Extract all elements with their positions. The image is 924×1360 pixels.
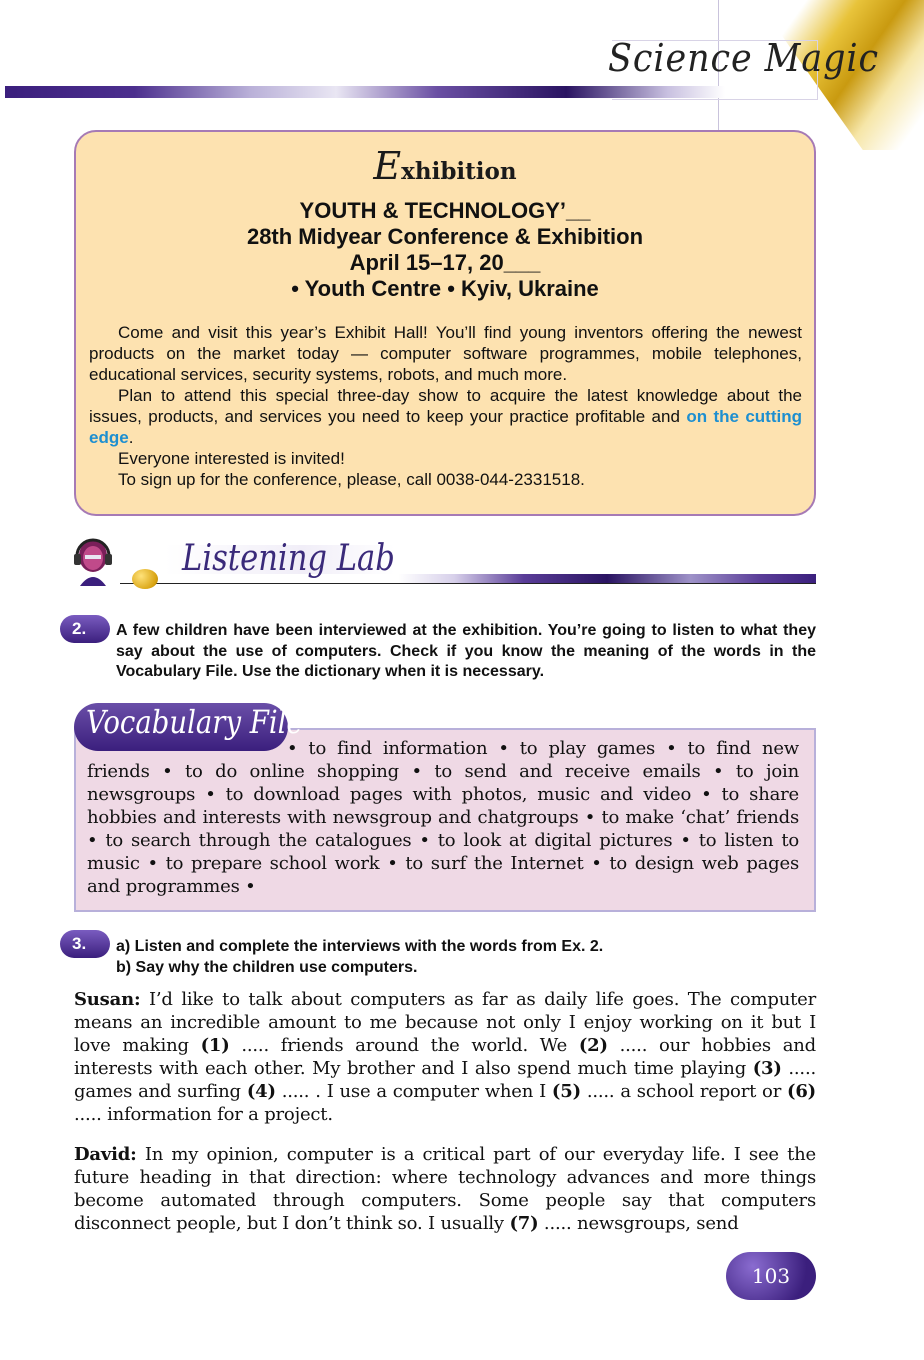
exhibition-text: Plan to attend this special three-day show to acquire the latest knowledge about the issues, products, and services you need to keep your practice profitable and: [89, 386, 802, 426]
exhibition-text: .: [128, 428, 134, 447]
speaker-name: Susan:: [74, 989, 141, 1010]
vocabulary-title: Vocabulary File: [86, 703, 303, 741]
interview-text: ..... our hobbies and interests with each other. My brother and I also spend much time playing: [74, 1035, 816, 1079]
listening-lab-title: Listening Lab: [182, 538, 395, 579]
exhibition-line: YOUTH & TECHNOLOGY’__: [299, 198, 591, 223]
gap-number: (4): [246, 1081, 276, 1102]
section-title: Science Magic: [608, 36, 880, 80]
exhibition-line: April 15–17, 20___: [349, 250, 541, 275]
interview-text: ..... . I use a computer when I: [275, 1081, 552, 1102]
exhibition-heading: [76, 144, 814, 188]
exercise-2-badge: 2.: [60, 615, 110, 643]
highlighted-phrase: on the cutting edge: [89, 407, 802, 447]
exhibition-heading-initial: E: [373, 144, 402, 188]
gap-number: (6): [787, 1081, 816, 1102]
gap-number: (1): [200, 1035, 230, 1056]
vocabulary-list: • to find information • to play games • to find new friends • to do online shopping • to send and receive emails • to join newsgroups • to download pages with photos, music and video • to share hobbies and interests with newsgroup and chatgroups • to make ‘chat’ friends • to search through the catalogues • to look at digital pictures • to listen to music • to prepare school work • to surf the Internet • to design web pages and programmes •: [87, 738, 799, 897]
interview-text: ..... friends around the world. We: [229, 1035, 579, 1056]
exhibition-body: [89, 322, 802, 490]
exhibition-paragraph: To sign up for the conference, please, call 0038-044-2331518.: [118, 470, 585, 489]
gap-number: (2): [578, 1035, 608, 1056]
gold-bullet-icon: [132, 569, 158, 589]
interview-text: ..... information for a project.: [74, 1104, 333, 1125]
susan-interview: [74, 988, 816, 1126]
exercise-3-task-b: b) Say why the children use computers.: [116, 958, 418, 976]
exercise-3-instructions: [116, 937, 816, 978]
exhibition-paragraph: Everyone interested is invited!: [118, 449, 345, 468]
headphones-girl-icon: [72, 538, 114, 586]
gap-number: (3): [752, 1058, 782, 1079]
exercise-3-task-a: a) Listen and complete the interviews with the words from Ex. 2.: [116, 938, 604, 955]
exhibition-title-lines: [76, 198, 814, 302]
exhibition-paragraph: Come and visit this year’s Exhibit Hall! You’ll find young inventors offering the newest products on the market today — computer software programmes, mobile telephones, educational services, security systems, robots, and much more.: [89, 323, 802, 384]
exhibition-heading-rest: xhibition: [401, 158, 517, 185]
exhibition-box: [74, 130, 816, 516]
interview-text: ..... a school report or: [580, 1081, 788, 1102]
interview-text: ..... games and surfing: [74, 1058, 816, 1102]
gap-number: (5): [551, 1081, 581, 1102]
exhibition-line: • Youth Centre • Kyiv, Ukraine: [291, 276, 599, 301]
listening-lab-rule: [120, 583, 816, 584]
exhibition-line: 28th Midyear Conference & Exhibition: [246, 224, 644, 249]
david-interview: [74, 1143, 816, 1235]
exhibition-paragraph: [89, 385, 802, 448]
exercise-3-badge: 3.: [60, 930, 110, 958]
gap-number: (7): [509, 1213, 539, 1234]
interview-text: ..... newsgroups, send: [538, 1213, 739, 1234]
interview-text: I’d like to talk about computers as far as daily life goes. The computer means an incredible amount to me because not only I enjoy working on it but I love making: [74, 989, 816, 1056]
exercise-2-instructions: A few children have been interviewed at the exhibition. You’re going to listen to what they say about the use of computers. Check if you know the meaning of the words in the Vocabulary File. Use the dictionary when it is necessary.: [116, 622, 816, 680]
interview-text: In my opinion, computer is a critical part of our everyday life. I see the future heading in that direction: where technology advances and more things become automated through computers. Some people say that computers disconnect people, but I don’t think so. I usually: [74, 1144, 816, 1234]
page-number: 103: [751, 1264, 791, 1288]
speaker-name: David:: [74, 1144, 137, 1165]
header-band: [5, 86, 725, 98]
